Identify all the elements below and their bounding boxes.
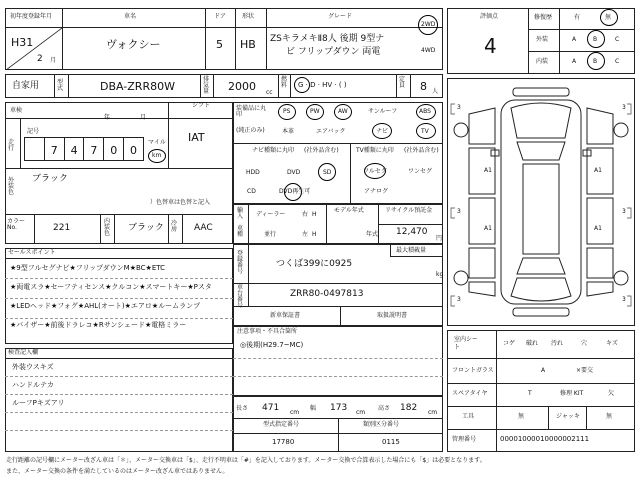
room-item: 破れ	[526, 340, 539, 347]
recycle: 12,470	[396, 227, 428, 237]
max-load-label: 最大積載量	[396, 247, 427, 254]
cc-unit: cc	[266, 89, 273, 96]
odo-small: 記号	[27, 128, 40, 135]
shape: HB	[240, 38, 256, 51]
shift: IAT	[188, 131, 205, 144]
interior-label: 内装色	[104, 218, 111, 237]
model: DBA-ZRR80W	[100, 80, 175, 93]
tools-label: 工具	[462, 413, 475, 420]
color-no: 221	[53, 223, 71, 233]
plate-label: 登録番号	[237, 250, 244, 275]
first-reg-era: H31	[11, 36, 34, 49]
height-label: 高さ	[378, 405, 391, 412]
spare-item: T	[528, 390, 532, 397]
mgmt-no: 00001000010000002111	[500, 435, 590, 443]
navi-cd: CD	[247, 188, 256, 195]
equip-leather: 本革	[282, 128, 295, 135]
length-label: 長さ	[236, 405, 249, 412]
inspector-label: 検査記入欄	[8, 349, 39, 356]
capacity-label: 定員	[399, 76, 406, 89]
tv-oneseg: ワンセグ	[408, 168, 433, 175]
notes-text: ◎後期(H29.7~MC)	[240, 341, 304, 349]
first-reg-month: 2	[37, 54, 43, 64]
sales-point-line: ★両電スラ★セーフティセンス★クルコン★スマートキー★Pスタ	[10, 283, 212, 291]
door-label: ドア	[214, 13, 226, 20]
grade-label: グレード	[328, 13, 353, 20]
capacity-unit: 人	[432, 88, 439, 95]
inspection-label: 車検	[10, 107, 23, 114]
drive: 2WD	[421, 21, 436, 28]
color-label: 外装色	[8, 177, 15, 196]
grade-line1: ZSキラメキⅡ8人 後期 9型ナ	[270, 34, 385, 44]
odo-digit: 7	[84, 138, 104, 160]
first-reg-month-unit: 月	[50, 57, 57, 64]
exterior-label: 外装	[536, 36, 549, 43]
interior: ブラック	[128, 223, 164, 233]
ac: AAC	[194, 223, 213, 233]
type-no-label: 型式指定番号	[263, 421, 300, 428]
import-dealer: ディーラー	[256, 211, 286, 218]
odo-unit-km: km	[152, 152, 162, 159]
handle-right: 右	[302, 211, 309, 218]
import-type: 車種	[237, 225, 244, 238]
doors: 5	[216, 38, 223, 51]
manual: 取扱説明書	[377, 312, 408, 319]
navi-sd: SD	[323, 169, 332, 176]
footer-line1: 走行距離の記号欄にメーター改ざん車は「＊」、メーター交換車は「$」、走行不明車は「#」を記入しております。メーター交換で合算表示した場合にも「$」は必要となります。	[6, 457, 486, 464]
fuel-label: 燃料	[281, 76, 288, 89]
length-unit: cm	[290, 409, 300, 416]
ruler-label: 3	[622, 208, 626, 215]
inspection-month: 月	[140, 114, 147, 121]
mgmt-label: 管理番号	[452, 436, 477, 443]
exterior-c: C	[615, 36, 620, 43]
equip-airbag: エアバック	[316, 128, 346, 135]
score-label: 評価点	[480, 13, 499, 20]
height-unit: cm	[428, 409, 438, 416]
damage-mark: A1	[484, 225, 492, 232]
car-outline	[447, 78, 635, 326]
drive-alt: 4WD	[421, 47, 436, 54]
height: 182	[400, 403, 418, 413]
odo-digit: 0	[104, 138, 124, 160]
navi-sub: (社外品含む)	[304, 147, 339, 154]
interior-c: C	[615, 58, 620, 65]
jack: 無	[606, 413, 613, 420]
displacement: 2000	[228, 80, 256, 93]
score: 4	[484, 34, 497, 58]
damage-mark: A1	[594, 167, 602, 174]
first-reg-label: 初年度登録年月	[10, 13, 53, 20]
recycle-unit: 円	[436, 235, 443, 242]
sales-point-line: ★9型フルセグナビ★フリップダウンM★BC★ETC	[10, 264, 166, 272]
navi-dvd: DVD	[287, 169, 301, 176]
tv-sub: (社外品含む)	[404, 147, 439, 154]
inspector-line: 外装ウスキズ	[12, 363, 54, 371]
chassis: ZRR80-0497813	[290, 289, 364, 299]
footer-line2: また、メーター交換の条件を満たしているのはメーター改ざん車ではありません。	[6, 468, 229, 475]
spare-label: スペアタイヤ	[452, 390, 488, 397]
fuel: G · D · HV · ( )	[298, 81, 347, 89]
equip-label: 装備品に丸印	[236, 105, 267, 118]
handle-l: H	[312, 231, 317, 238]
length: 471	[262, 403, 280, 413]
exterior-a: A	[572, 36, 577, 43]
class-no: 0115	[382, 438, 400, 446]
room-item: コゲ	[503, 340, 516, 347]
tv-label: TV種類に丸印	[356, 147, 394, 154]
sales-points-label: セールスポイント	[8, 249, 56, 256]
interior-b: B	[593, 58, 598, 65]
model-year-label: モデル年式	[334, 207, 364, 214]
glass-item: ×要交	[576, 367, 594, 374]
odo-unit-mile: マイル	[148, 139, 166, 146]
jack-label: ジャッキ	[556, 413, 580, 420]
car-name: ヴォクシー	[106, 38, 161, 51]
tools: 無	[518, 413, 525, 420]
odo-digit: 0	[130, 144, 138, 157]
color: ブラック	[32, 174, 68, 184]
handle-r: H	[312, 211, 317, 218]
import-label: 輸入	[237, 207, 244, 220]
room-item: 汚れ	[551, 340, 564, 347]
odo-digit: 4	[65, 138, 85, 160]
model-label: 型式	[57, 79, 64, 92]
repair-yes: 有	[574, 14, 581, 21]
recycle-label: リサイクル預託金	[385, 207, 433, 214]
sales-points-block	[5, 248, 233, 344]
equip-navi: ナビ	[376, 128, 389, 135]
room-item: キズ	[606, 340, 618, 347]
new-warranty: 新車保証書	[270, 312, 301, 319]
width-unit: cm	[356, 409, 366, 416]
ruler-label: 3	[457, 296, 461, 303]
ruler-label: 3	[457, 104, 461, 111]
odometer	[24, 137, 144, 161]
equip-sub: (純正のみ)	[236, 127, 265, 134]
equip-sunroof: サンルーフ	[368, 108, 398, 115]
equip-pw: PW	[310, 108, 320, 115]
use-type: 自家用	[12, 81, 40, 91]
interior-grade-label: 内装	[536, 58, 549, 65]
notes-block	[233, 326, 443, 396]
car-name-label: 車名	[124, 13, 137, 20]
import-parallel: 並行	[264, 231, 277, 238]
damage-mark: A1	[484, 167, 492, 174]
shift-label: シフト	[192, 102, 211, 109]
inspector-line: ハンドルテカ	[12, 381, 54, 389]
grade-line2: ビ フリップダウン 両電	[286, 47, 381, 57]
ruler-label: 3	[622, 296, 626, 303]
inspector-line: ルーフPキズアリ	[12, 399, 65, 407]
ruler-label: 3	[622, 104, 626, 111]
ruler-label: 3	[457, 208, 461, 215]
notes-label: 注意事項・不具合箇所	[237, 328, 298, 335]
odo-label: 走行	[8, 139, 15, 152]
capacity: 8	[420, 80, 427, 93]
equip-tv: TV	[421, 128, 429, 135]
spec-row	[5, 74, 443, 98]
navi-label: ナビ種類に丸印	[252, 147, 295, 154]
equip-abs: ABS	[419, 108, 431, 115]
ac-label: 冷房	[171, 220, 178, 233]
spare-item: 欠	[608, 390, 615, 397]
repair-no: 無	[605, 14, 612, 21]
room-label: 室内シート	[454, 336, 479, 352]
sales-point-line: ★LEDヘッド★フォグ★AHL(オート)★エアロ★ルームランプ	[10, 302, 201, 310]
repair-label: 修復歴	[534, 14, 553, 21]
class-no-label: 類別区分番号	[363, 421, 400, 428]
shape-label: 形状	[242, 13, 255, 20]
equip-ps: PS	[283, 108, 291, 115]
tv-analog: アナログ	[364, 188, 389, 195]
interior-a: A	[572, 58, 577, 65]
inspection-year: 年	[104, 114, 111, 121]
plate: つくば399に0925	[276, 259, 353, 269]
color-no-label: カラーNo.	[7, 218, 26, 231]
equip-aw: AW	[338, 108, 348, 115]
glass-item: A	[541, 367, 546, 374]
color-note: ）色替車は色替と記入	[150, 199, 211, 206]
width-label: 幅	[310, 405, 317, 412]
odo-digit: 7	[45, 138, 65, 160]
damage-mark: A1	[594, 225, 602, 232]
sales-point-line: ★バイザー★前後ドラレコ★Rサンシェード★電格ミラー	[10, 321, 187, 329]
displacement-label: 排気量	[203, 76, 210, 95]
room-item: 穴	[581, 340, 588, 347]
width: 173	[330, 403, 348, 413]
handle-left: 左	[302, 231, 309, 238]
tv-fullseg: フルセグ	[363, 168, 387, 175]
navi-dvdplay: DVD再生可	[279, 188, 311, 195]
exterior-b: B	[593, 36, 598, 43]
type-no: 17780	[272, 438, 295, 446]
max-load-unit: kg	[436, 271, 444, 278]
model-year: 年式	[366, 231, 379, 238]
spare-item: 修理 KIT	[560, 390, 584, 397]
navi-hdd: HDD	[246, 169, 260, 176]
chassis-label: 車台番号	[237, 284, 244, 309]
glass-label: フロントガラス	[452, 367, 494, 374]
